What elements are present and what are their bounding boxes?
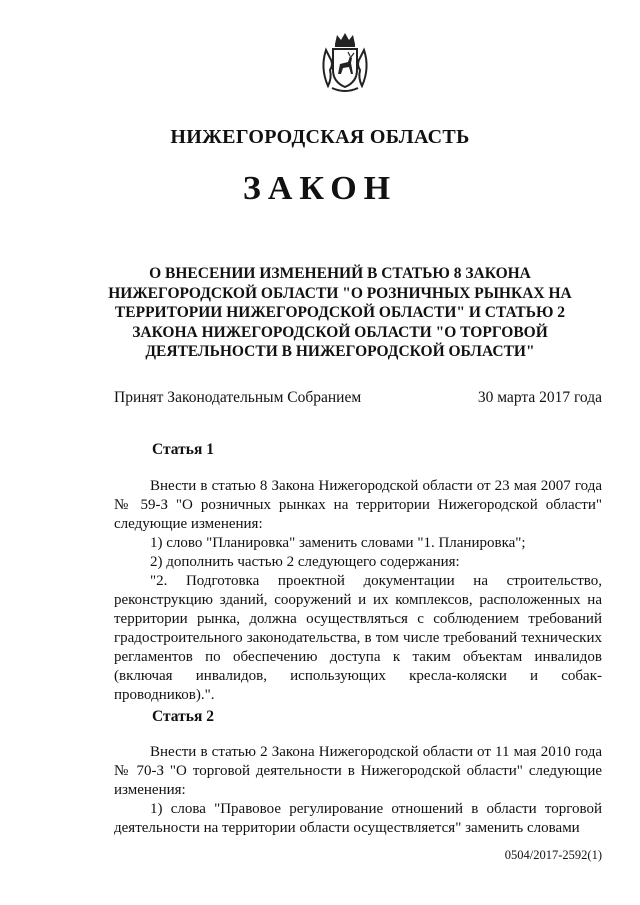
law-title-line: ТЕРРИТОРИИ НИЖЕГОРОДСКОЙ ОБЛАСТИ" И СТАТЬЮ 2 (114, 304, 566, 321)
law-title (90, 264, 590, 362)
coat-of-arms-icon (318, 30, 372, 94)
law-title-line: ДЕЯТЕЛЬНОСТИ В НИЖЕГОРОДСКОЙ ОБЛАСТИ" (145, 343, 535, 360)
adopted-date: 30 марта 2017 года (477, 389, 602, 406)
article-1-heading: Статья 1 (152, 441, 214, 458)
article-2-heading: Статья 2 (152, 708, 214, 725)
article-2-item-1: 1) слова "Правовое регулирование отношений в области торговой деятельности на территории области осуществляется" заменить словами (114, 801, 602, 836)
law-title-line: НИЖЕГОРОДСКОЙ ОБЛАСТИ "О РОЗНИЧНЫХ РЫНКАХ НА (108, 284, 572, 302)
law-title-line: ЗАКОНА НИЖЕГОРОДСКОЙ ОБЛАСТИ "О ТОРГОВОЙ (132, 323, 548, 341)
adopted-by: Принят Законодательным Собранием (114, 389, 362, 406)
region-name: НИЖЕГОРОДСКАЯ ОБЛАСТЬ (170, 126, 470, 148)
article-1-item-2: 2) дополнить частью 2 следующего содержания: (150, 554, 460, 570)
document-code: 0504/2017-2592(1) (504, 848, 602, 862)
document-type: ЗАКОН (242, 170, 398, 207)
article-1-intro: Внести в статью 8 Закона Нижегородской области от 23 мая 2007 года № 59-З "О розничных рынках на территории Нижегородской области" следующие изменения: (114, 478, 602, 532)
article-1-item-1: 1) слово "Планировка" заменить словами "1. Планировка"; (150, 535, 526, 551)
law-title-line: О ВНЕСЕНИИ ИЗМЕНЕНИЙ В СТАТЬЮ 8 ЗАКОНА (149, 265, 531, 282)
article-2-intro: Внести в статью 2 Закона Нижегородской области от 11 мая 2010 года № 70-З "О торговой деятельности в Нижегородской области" следующие изменения: (114, 744, 602, 798)
article-1-quote: "2. Подготовка проектной документации на строительство, реконструкцию зданий, сооружений и их комплексов, расположенных на территории рынка, должна осуществляться с соблюдением требований градостроительного законодательства, в том числе требований технических регламентов по обеспечению доступа к таким объектам инвалидов (включая инвалидов, использующих кресла-коляски и собак-проводников).". (114, 573, 602, 703)
